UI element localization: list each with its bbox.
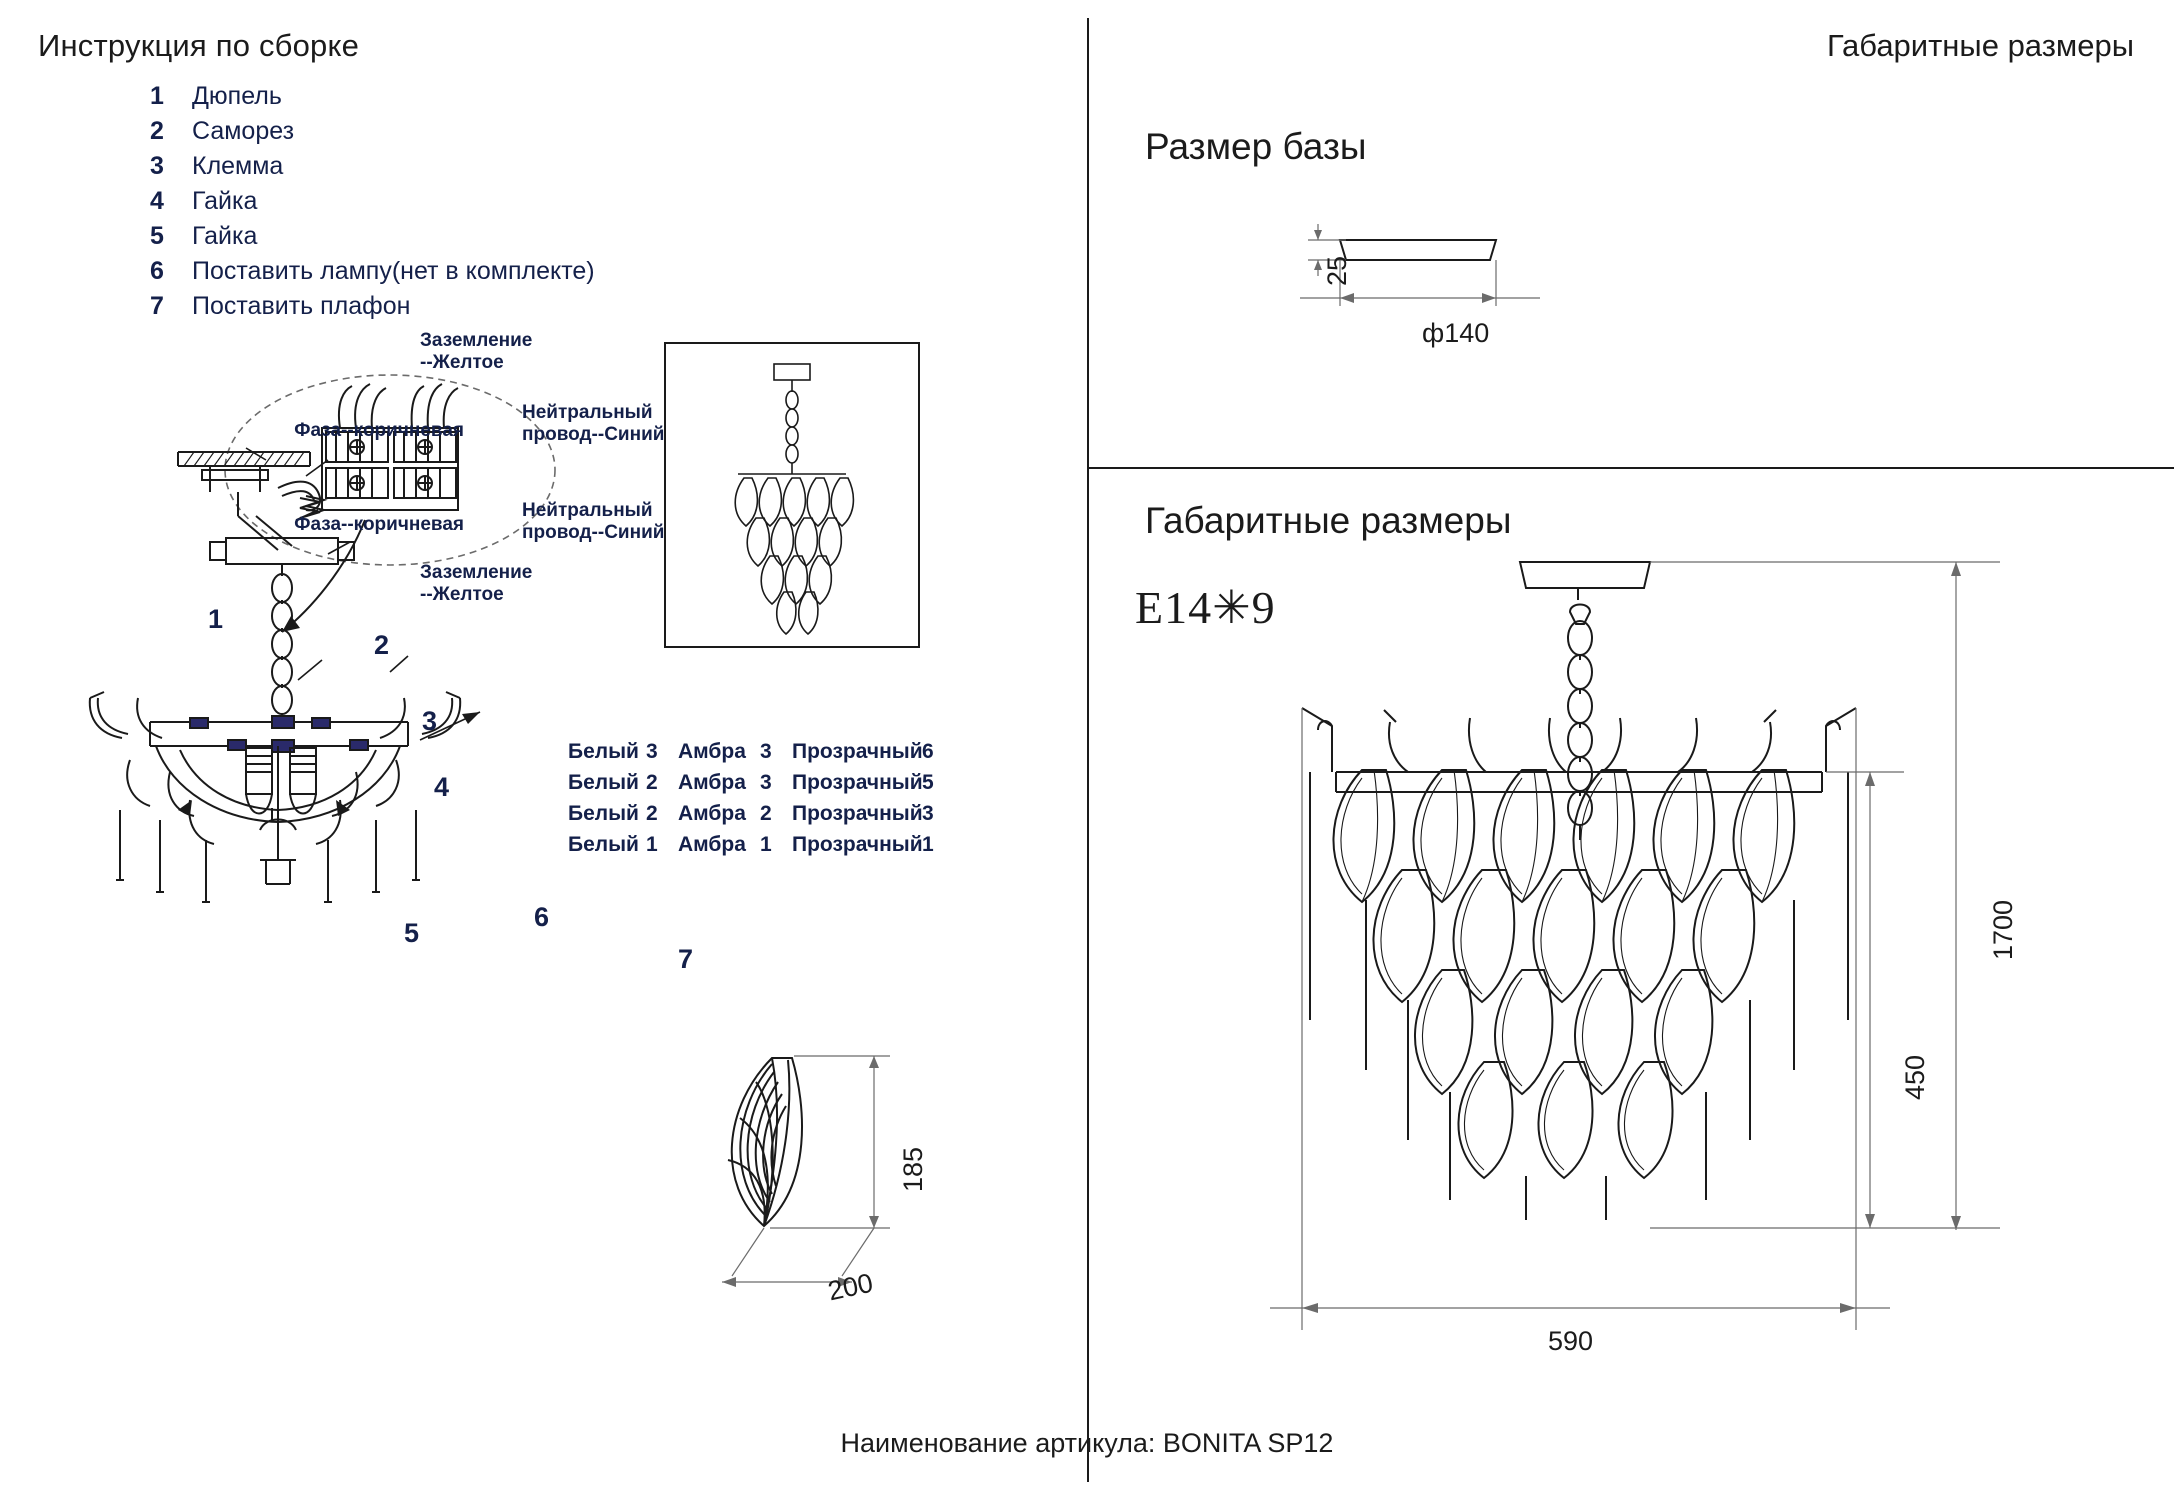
list-item: [150, 222, 595, 257]
cell-count-amber: 1: [760, 833, 772, 856]
cell-color-white: Белый: [568, 802, 639, 825]
callout-7: 7: [678, 944, 694, 974]
list-item: [150, 117, 595, 152]
crystal-count-table: [568, 740, 946, 864]
part-label: Саморез: [192, 117, 295, 145]
dimension-crystal-width: 200: [825, 1267, 876, 1307]
part-label: Гайка: [192, 187, 258, 215]
cell-color-white: Белый: [568, 740, 639, 763]
part-label: Поставить лампу(нет в комплекте): [192, 257, 595, 285]
cell-count-white: 2: [646, 802, 658, 825]
cell-count-clear: 6: [922, 740, 934, 763]
dimension-crystal-height: 185: [898, 1146, 928, 1192]
cell-color-clear: Прозрачный: [792, 833, 923, 856]
crystal-detail-drawing: [660, 1020, 980, 1350]
part-number: 3: [150, 152, 164, 180]
part-number: 7: [150, 292, 164, 320]
wiring-label-neutral-top: Нейтральный провод--Синий: [522, 402, 665, 445]
cell-color-clear: Прозрачный: [792, 740, 923, 763]
callout-3: 3: [422, 706, 438, 736]
cell-color-amber: Амбра: [678, 771, 746, 794]
part-label: Клемма: [192, 152, 284, 180]
part-number: 2: [150, 117, 164, 145]
table-row: [568, 771, 946, 802]
wiring-label-neutral-bottom: Нейтральный провод--Синий: [522, 500, 665, 543]
list-item: [150, 187, 595, 222]
cell-count-amber: 3: [760, 740, 772, 763]
wiring-label-phase-bottom: Фаза--коричневая: [294, 514, 464, 535]
dimension-fixture-width: 590: [1548, 1326, 1594, 1356]
part-label: Поставить плафон: [192, 292, 411, 320]
callout-2: 2: [374, 630, 390, 660]
cell-color-clear: Прозрачный: [792, 771, 923, 794]
dimension-fixture-height: 450: [1900, 1054, 1930, 1100]
callout-1: 1: [208, 604, 224, 634]
cell-color-amber: Амбра: [678, 740, 746, 763]
part-number: 6: [150, 257, 164, 285]
section-title-base-size: Размер базы: [1145, 126, 1367, 167]
parts-list: [150, 82, 595, 327]
part-number: 1: [150, 82, 164, 110]
cell-color-clear: Прозрачный: [792, 802, 923, 825]
dimension-total-height: 1700: [1988, 899, 2018, 960]
page-title-right: Габаритные размеры: [1826, 28, 2134, 63]
dimension-base-height: 25: [1322, 255, 1352, 286]
list-item: [150, 257, 595, 292]
part-label: Дюпель: [192, 82, 282, 110]
cell-color-amber: Амбра: [678, 802, 746, 825]
cell-count-clear: 5: [922, 771, 934, 794]
socket-type-label: E14✳9: [1135, 582, 1276, 633]
cell-count-clear: 1: [922, 833, 934, 856]
callout-5: 5: [404, 918, 420, 948]
panel-divider-vertical: [1086, 0, 1090, 1500]
part-label: Гайка: [192, 222, 258, 250]
table-row: [568, 740, 946, 771]
chandelier-elevation-drawing: [1150, 540, 2050, 1420]
part-number: 5: [150, 222, 164, 250]
callout-6: 6: [534, 902, 550, 932]
dimension-base-diameter: ф140: [1422, 318, 1490, 348]
cell-color-white: Белый: [568, 833, 639, 856]
wiring-label-phase-top: Фаза--коричневая: [294, 420, 464, 441]
part-number: 4: [150, 187, 164, 215]
section-title-overall-size: Габаритные размеры: [1145, 500, 1512, 541]
base-dimension-drawing: [1300, 210, 1680, 350]
wiring-label-ground-top: Заземление --Желтое: [420, 330, 533, 373]
cell-count-white: 2: [646, 771, 658, 794]
callout-4: 4: [434, 772, 450, 802]
article-caption: Наименование артикула: BONITA SP12: [840, 1428, 1334, 1458]
cell-count-amber: 3: [760, 771, 772, 794]
product-preview-box: [664, 342, 920, 648]
cell-count-clear: 3: [922, 802, 934, 825]
cell-color-amber: Амбра: [678, 833, 746, 856]
panel-divider-horizontal: [1088, 466, 2174, 470]
table-row: [568, 802, 946, 833]
wiring-label-ground-bottom: Заземление --Желтое: [420, 562, 533, 605]
cell-count-amber: 2: [760, 802, 772, 825]
cell-color-white: Белый: [568, 771, 639, 794]
cell-count-white: 1: [646, 833, 658, 856]
list-item: [150, 82, 595, 117]
list-item: [150, 152, 595, 187]
page-title-left: Инструкция по сборке: [38, 28, 360, 63]
cell-count-white: 3: [646, 740, 658, 763]
table-row: [568, 833, 946, 864]
